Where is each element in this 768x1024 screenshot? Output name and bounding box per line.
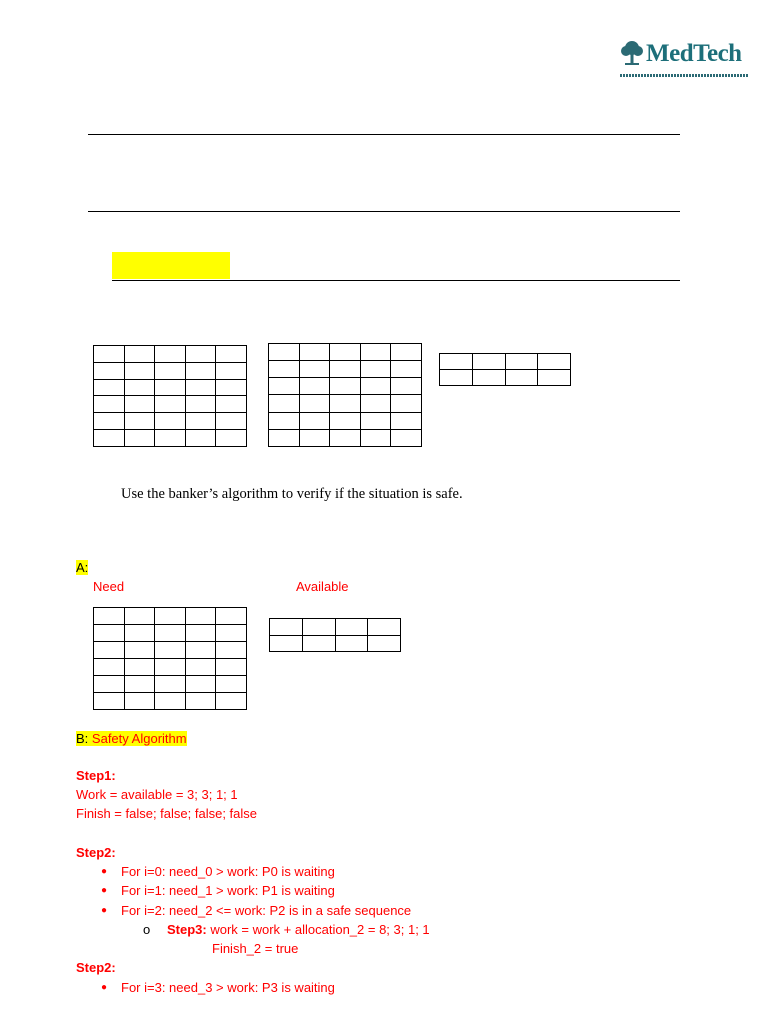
step2-heading: Step2: <box>76 845 116 860</box>
bullet-icon: ● <box>101 866 108 877</box>
list-item: ● For i=0: need_0 > work: P0 is waiting <box>101 864 335 879</box>
answer-a-label: A: <box>76 560 89 575</box>
max-table <box>268 343 422 447</box>
step1-heading: Step1: <box>76 768 116 783</box>
available-caption: Available <box>296 579 349 594</box>
logo-text: MedTech <box>646 39 742 67</box>
available-table <box>439 353 571 386</box>
medtech-logo <box>620 40 742 66</box>
logo-tagline <box>620 74 748 77</box>
divider-top <box>88 134 680 135</box>
finish-2-line: Finish_2 = true <box>212 941 299 956</box>
bullet-icon: ● <box>101 885 108 896</box>
divider-bottom <box>112 280 680 281</box>
list-item: ● For i=2: need_2 <= work: P2 is in a safe sequence <box>101 903 412 918</box>
step3-line: o Step3: work = work + allocation_2 = 8; 3; 1; 1 <box>143 922 430 937</box>
list-item: ● For i=1: need_1 > work: P1 is waiting <box>101 883 335 898</box>
need-table <box>93 607 247 710</box>
step1-work: Work = available = 3; 3; 1; 1 <box>76 787 238 802</box>
allocation-table <box>93 345 247 447</box>
question-instruction: Use the banker’s algorithm to verify if the situation is safe. <box>121 486 463 502</box>
bullet-icon: ● <box>101 982 108 993</box>
answer-b-heading: B: Safety Algorithm <box>76 731 187 746</box>
step1-finish: Finish = false; false; false; false <box>76 806 258 821</box>
highlighted-blank <box>112 252 230 279</box>
answer-b-title: Safety Algorithm <box>91 731 187 746</box>
need-caption: Need <box>93 579 125 594</box>
circle-bullet-icon: o <box>143 922 151 937</box>
step2-heading-second: Step2: <box>76 960 116 975</box>
list-item: ● For i=3: need_3 > work: P3 is waiting <box>101 980 335 995</box>
bullet-icon: ● <box>101 905 108 916</box>
need-available-table <box>269 618 401 652</box>
tree-icon <box>620 40 644 66</box>
divider-middle <box>88 211 680 212</box>
